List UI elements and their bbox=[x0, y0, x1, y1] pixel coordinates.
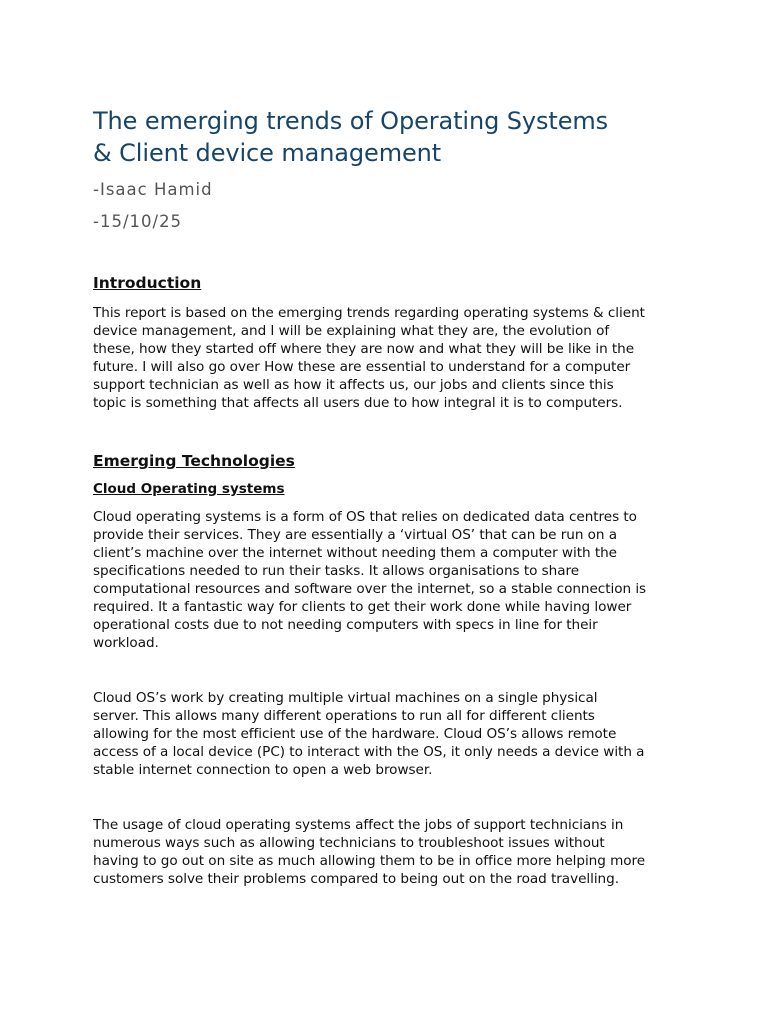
paragraph-line: server. This allows many different operations to run all for different clients bbox=[93, 708, 595, 724]
paragraph-line: workload. bbox=[93, 635, 159, 651]
emerging-technologies-heading: Emerging Technologies bbox=[93, 452, 295, 470]
paragraph-line: Cloud operating systems is a form of OS that relies on dedicated data centres to bbox=[93, 509, 637, 525]
introduction-paragraph bbox=[93, 304, 683, 412]
paragraph-line: topic is something that affects all users due to how integral it is to computers. bbox=[93, 395, 623, 411]
paragraph-line: device management, and I will be explaining what they are, the evolution of bbox=[93, 323, 610, 339]
document-page bbox=[93, 105, 683, 888]
paragraph-line: future. I will also go over How these are essential to understand for a computer bbox=[93, 359, 631, 375]
paragraph-line: specifications needed to run their tasks. It allows organisations to share bbox=[93, 563, 580, 579]
paragraph-line: these, how they started off where they are now and what they will be like in the bbox=[93, 341, 635, 357]
paragraph-line: having to go out on site as much allowing them to be in office more helping more bbox=[93, 853, 646, 869]
document-title bbox=[93, 105, 683, 169]
title-line-1: The emerging trends of Operating Systems bbox=[93, 107, 609, 135]
author-line: -Isaac Hamid bbox=[93, 180, 213, 199]
cloud-os-paragraph-2 bbox=[93, 689, 683, 779]
paragraph-line: The usage of cloud operating systems affect the jobs of support technicians in bbox=[93, 817, 624, 833]
paragraph-line: Cloud OS’s work by creating multiple virtual machines on a single physical bbox=[93, 690, 598, 706]
cloud-os-paragraph-3 bbox=[93, 816, 683, 888]
paragraph-line: allowing for the most efficient use of the hardware. Cloud OS’s allows remote bbox=[93, 726, 617, 742]
introduction-heading: Introduction bbox=[93, 274, 202, 292]
date-line: -15/10/25 bbox=[93, 212, 183, 231]
paragraph-line: operational costs due to not needing computers with specs in line for their bbox=[93, 617, 598, 633]
cloud-os-subheading: Cloud Operating systems bbox=[93, 481, 285, 497]
cloud-os-paragraph-1 bbox=[93, 508, 683, 652]
paragraph-line: This report is based on the emerging trends regarding operating systems & client bbox=[93, 305, 645, 321]
paragraph-line: numerous ways such as allowing technicians to troubleshoot issues without bbox=[93, 835, 605, 851]
paragraph-line: client’s machine over the internet without needing them a computer with the bbox=[93, 545, 617, 561]
paragraph-line: required. It a fantastic way for clients to get their work done while having lower bbox=[93, 599, 632, 615]
title-line-2: & Client device management bbox=[93, 139, 442, 167]
paragraph-line: stable internet connection to open a web browser. bbox=[93, 762, 433, 778]
paragraph-line: access of a local device (PC) to interact with the OS, it only needs a device with a bbox=[93, 744, 645, 760]
paragraph-line: customers solve their problems compared to being out on the road travelling. bbox=[93, 871, 619, 887]
paragraph-line: support technician as well as how it affects us, our jobs and clients since this bbox=[93, 377, 614, 393]
paragraph-line: computational resources and software over the internet, so a stable connection is bbox=[93, 581, 647, 597]
paragraph-line: provide their services. They are essentially a ‘virtual OS’ that can be run on a bbox=[93, 527, 618, 543]
